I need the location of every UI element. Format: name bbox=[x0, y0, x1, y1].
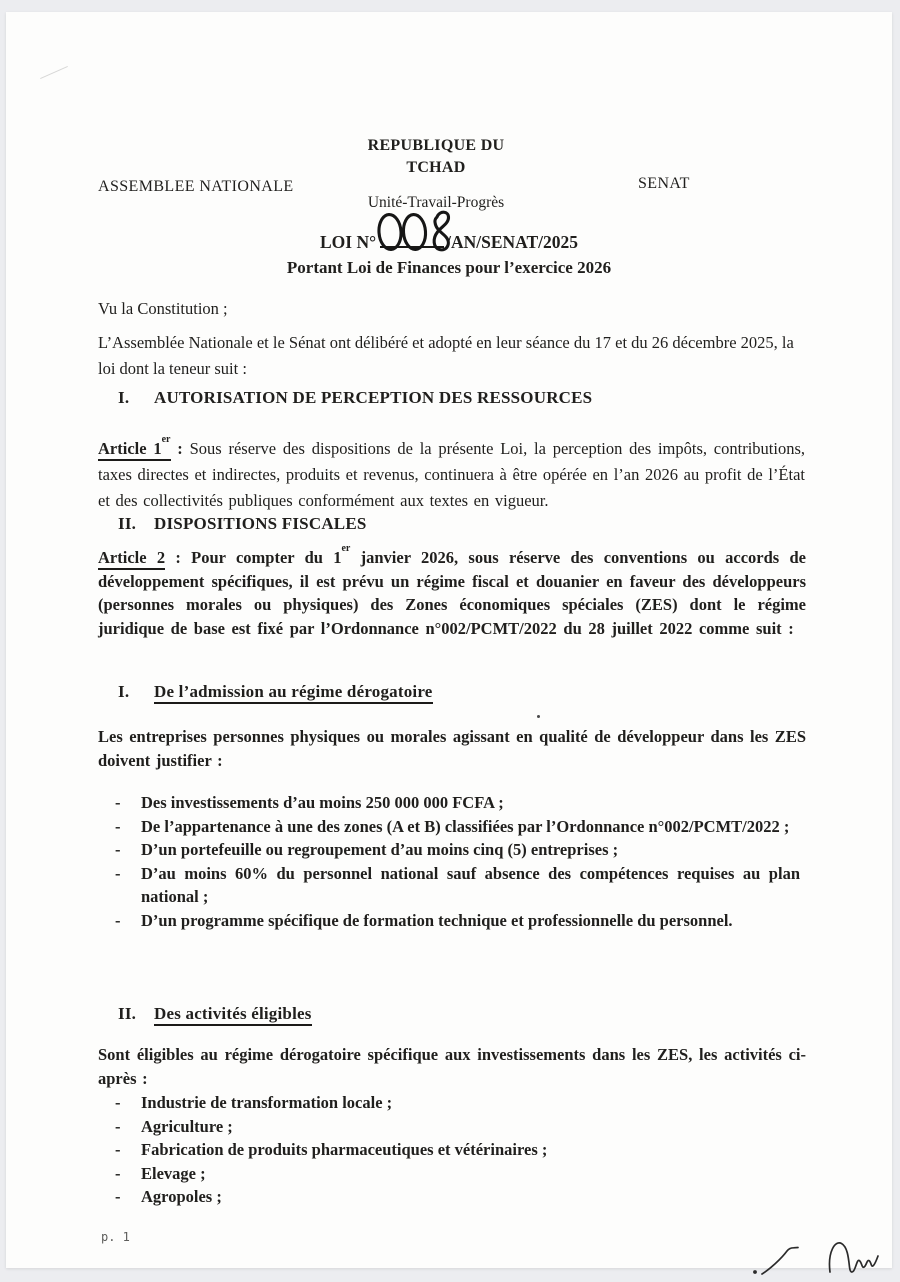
list-dash: - bbox=[115, 816, 121, 836]
law-subtitle: Portant Loi de Finances pour l’exercice 2026 bbox=[286, 258, 612, 277]
list-item-text: D’un programme spécifique de formation technique et professionnelle du personnel. bbox=[141, 910, 733, 930]
list-item-text: Elevage ; bbox=[141, 1163, 206, 1183]
part1-heading bbox=[118, 388, 592, 408]
article-2-paragraph bbox=[98, 542, 806, 640]
list-dash: - bbox=[115, 910, 121, 930]
list-item-text: Agropoles ; bbox=[141, 1187, 222, 1207]
scan-artifact-corner-mark bbox=[40, 66, 68, 79]
country-line2: TCHAD bbox=[406, 159, 466, 176]
list-item bbox=[115, 1138, 800, 1162]
article-1-body: Sous réserve des dispositions de la présente Loi, la perception des impôts, contributions, taxes directes et indirectes, produits et revenus, continuera à être opérée en l’an 2026 au profit de l’État et des collectivités publiques conformément aux textes en vigueur. bbox=[98, 439, 805, 510]
article-1-colon: : bbox=[170, 439, 190, 458]
sub2-label: Des activités éligibles bbox=[154, 1004, 312, 1026]
list-item bbox=[115, 1115, 800, 1139]
part2-numeral: II. bbox=[118, 514, 137, 533]
list-dash: - bbox=[115, 840, 121, 860]
list-item-text: D’un portefeuille ou regroupement d’au moins cinq (5) entreprises ; bbox=[141, 840, 619, 860]
article-1-sup: er bbox=[161, 433, 171, 445]
list-item bbox=[115, 1162, 800, 1186]
article-2-sup: er bbox=[341, 542, 351, 554]
sub1-label: De l’admission au régime dérogatoire bbox=[154, 682, 433, 704]
law-suffix: /AN/SENAT/2025 bbox=[446, 232, 579, 252]
list-item bbox=[115, 909, 800, 933]
scanned-document-page bbox=[6, 12, 892, 1268]
part2-label: DISPOSITIONS FISCALES bbox=[154, 514, 367, 533]
sub-heading-admission bbox=[118, 682, 433, 702]
list-item-text: Des investissements d’au moins 250 000 000 FCFA ; bbox=[141, 793, 504, 812]
article-2-label: Article 2 bbox=[98, 548, 165, 570]
page-number-label: p. 1 bbox=[101, 1230, 130, 1244]
list-item-text: Agriculture ; bbox=[141, 1116, 233, 1136]
institution-senat: SENAT bbox=[638, 175, 690, 192]
activities-intro: Sont éligibles au régime dérogatoire spécifique aux investissements dans les ZES, les activités ci-après : bbox=[98, 1045, 806, 1088]
law-number-blank bbox=[380, 231, 444, 248]
adoption-paragraph: L’Assemblée Nationale et le Sénat ont délibéré et adopté en leur séance du 17 et du 26 décembre 2025, la loi dont la teneur suit : bbox=[98, 333, 794, 378]
article-2-body-pre: Pour compter du 1 bbox=[191, 548, 342, 567]
list-item-text: Fabrication de produits pharmaceutiques et vétérinaires ; bbox=[141, 1140, 548, 1160]
part1-numeral: I. bbox=[118, 388, 130, 407]
list-item bbox=[115, 838, 800, 862]
admission-intro: Les entreprises personnes physiques ou morales agissant en qualité de développeur dans les ZES doivent justifier : bbox=[98, 727, 806, 770]
admission-requirements-list bbox=[115, 791, 800, 933]
list-dash: - bbox=[115, 1116, 121, 1136]
handwritten-law-number bbox=[375, 207, 453, 255]
list-item-text: Industrie de transformation locale ; bbox=[141, 1093, 393, 1112]
sub-heading-activities bbox=[118, 1004, 312, 1024]
part1-label: AUTORISATION DE PERCEPTION DES RESSOURCES bbox=[154, 388, 593, 407]
article-2-colon: : bbox=[165, 548, 192, 567]
country-line1: REPUBLIQUE DU bbox=[367, 137, 505, 154]
law-prefix: LOI N° bbox=[319, 232, 377, 252]
country-header bbox=[186, 135, 686, 179]
list-item bbox=[115, 1185, 800, 1209]
list-item bbox=[115, 791, 800, 815]
part2-heading bbox=[118, 514, 367, 534]
article-2-body-post: janvier 2026, sous réserve des conventions ou accords de développement spécifiques, il est prévu un régime fiscal et douanier en faveur des développeurs (personnes morales ou physiques) des Zones économiques spéciales (ZES) dont le régime juridique de base est fixé par l’Ordonnance n°002/PCMT/2022 du 28 juillet 2022 comme suit : bbox=[98, 548, 806, 638]
list-dash: - bbox=[115, 1140, 121, 1160]
sub1-numeral: I. bbox=[118, 682, 130, 701]
list-dash: - bbox=[115, 1163, 121, 1183]
list-item bbox=[115, 862, 800, 909]
law-title-line bbox=[199, 229, 699, 255]
list-dash: - bbox=[115, 793, 121, 812]
sub2-numeral: II. bbox=[118, 1004, 137, 1023]
list-dash: - bbox=[115, 1187, 121, 1207]
eligible-activities-list bbox=[115, 1091, 800, 1209]
institution-assemblee: ASSEMBLEE NATIONALE bbox=[98, 178, 294, 195]
handwritten-initials bbox=[746, 1234, 894, 1282]
scan-artifact-dot bbox=[537, 715, 540, 718]
article-1-paragraph bbox=[98, 433, 805, 514]
article-1-label: Article 1er bbox=[98, 439, 171, 461]
list-item-text: D’au moins 60% du personnel national sauf absence des compétences requises au plan national ; bbox=[141, 863, 800, 907]
list-dash: - bbox=[115, 863, 121, 883]
vu-line: Vu la Constitution ; bbox=[98, 299, 228, 318]
list-item bbox=[115, 815, 800, 839]
national-motto: Unité-Travail-Progrès bbox=[367, 194, 505, 211]
list-dash: - bbox=[115, 1093, 121, 1112]
list-item bbox=[115, 1091, 800, 1115]
list-item-text: De l’appartenance à une des zones (A et B) classifiées par l’Ordonnance n°002/PCMT/2022 ; bbox=[141, 816, 790, 836]
